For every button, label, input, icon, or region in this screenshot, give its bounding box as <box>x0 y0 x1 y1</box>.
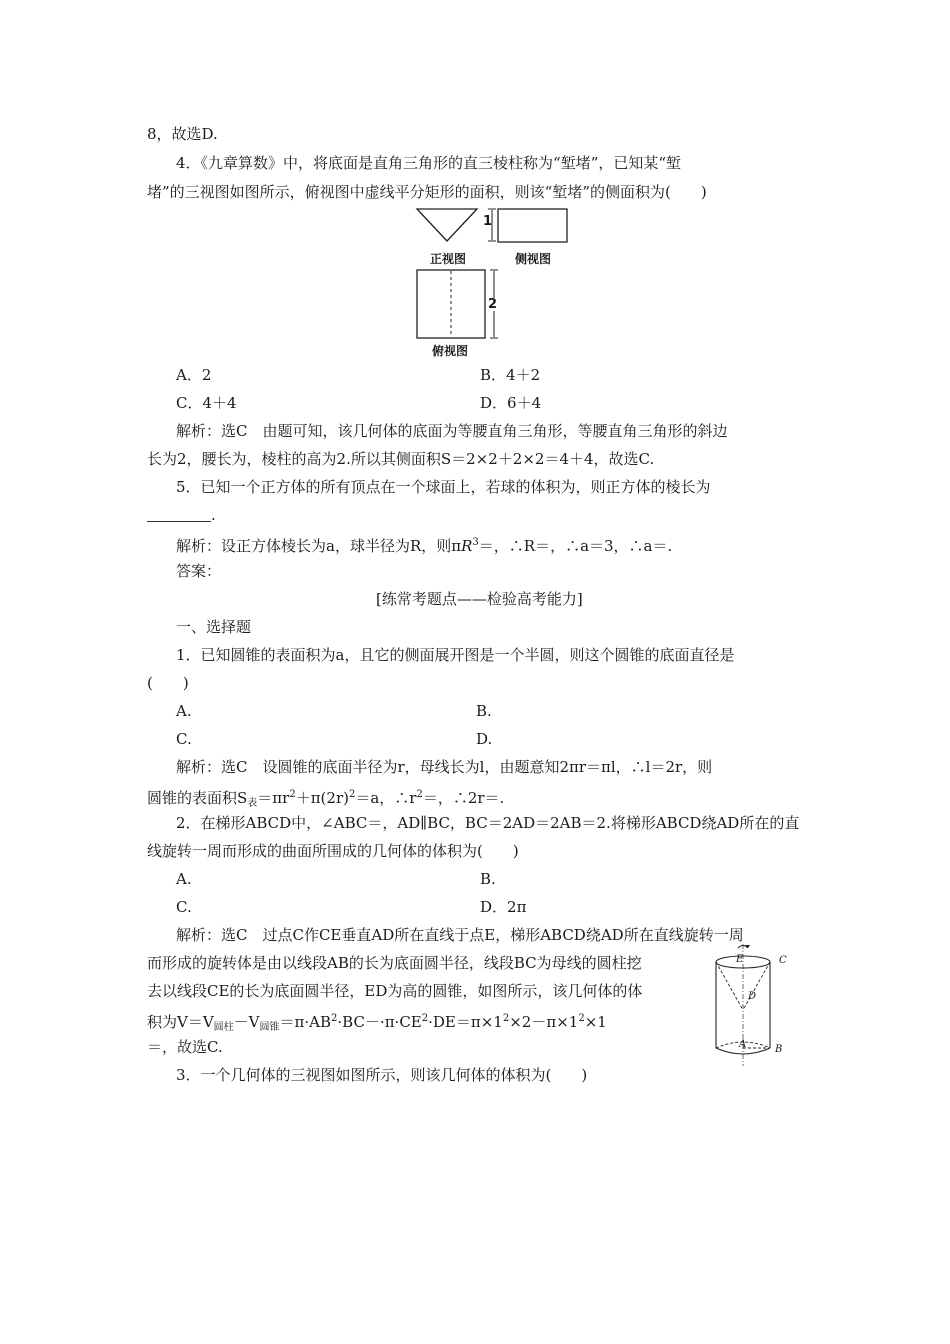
part-heading: 一、选择题 <box>176 618 252 636</box>
q4-option-b: B．4＋2 <box>480 366 541 384</box>
p2-solution-line2: 而形成的旋转体是由以线段AB的长为底面圆半径，线段BC为母线的圆柱挖 <box>147 954 642 972</box>
point-label-d: D <box>748 991 757 1002</box>
front-view-label: 正视图 <box>430 252 467 266</box>
p2-option-b: B. <box>480 870 496 888</box>
q4-solution-line2: 长为2，腰长为，棱柱的高为2.所以其侧面积S＝2×2＋2×2＝4＋4，故选C. <box>147 450 655 468</box>
three-view-figure <box>410 205 580 360</box>
p2-stem-line1: 2．在梯形ABCD中，∠ABC＝，AD∥BC，BC＝2AD＝2AB＝2.将梯形ABCD绕AD所在的直 <box>176 814 800 832</box>
answer-blank <box>147 507 211 522</box>
dim-label-1: 1 <box>483 214 493 229</box>
p2-solution-line1: 解析：选C 过点C作CE垂直AD所在直线于点E，梯形ABCD绕AD所在直线旋转一周 <box>176 926 744 944</box>
q4-stem-line2: 堵”的三视图如图所示，俯视图中虚线平分矩形的面积，则该“堑堵”的侧面积为( ) <box>147 183 707 201</box>
point-label-b: B <box>775 1044 783 1055</box>
p3-stem: 3．一个几何体的三视图如图所示，则该几何体的体积为( ) <box>176 1066 588 1084</box>
p1-solution-line1: 解析：选C 设圆锥的底面半径为r，母线长为l，由题意知2πr＝πl，∴l＝2r，则 <box>176 758 713 776</box>
cone-line-left <box>716 962 743 1010</box>
q4-solution-line1: 解析：选C 由题可知，该几何体的底面为等腰直角三角形，等腰直角三角形的斜边 <box>176 422 728 440</box>
q5-solution: 解析：设正方体棱长为a，球半径为R，则$\pi R^3=$，∴R＝，∴a＝3，∴a＝. <box>176 537 673 555</box>
q4-option-c: C．4＋4 <box>176 394 237 412</box>
q4-option-d: D．6＋4 <box>480 394 542 412</box>
line-prev-answer: 8，故选D. <box>147 125 218 143</box>
q4-option-a: A．2 <box>176 366 212 384</box>
p1-stem-line2: ( ) <box>147 674 189 692</box>
section-heading: [练常考题点——检验高考能力] <box>376 590 583 608</box>
cylinder-cone-figure <box>712 938 802 1073</box>
cone-line-right <box>743 962 770 1010</box>
p1-solution-line2: 圆锥的表面积$S_表=\pi r^2+\pi(2r)^2=a$，$\therefore r^2=$，∴2r＝. <box>147 789 505 809</box>
p2-option-c: C. <box>176 898 192 916</box>
p1-option-b: B. <box>476 702 492 720</box>
top-view-label: 俯视图 <box>432 344 469 358</box>
q4-stem-line1: 4．《九章算数》中，将底面是直角三角形的直三棱柱称为“堑堵”，已知某“堑 <box>176 154 682 172</box>
q5-stem-line1: 5．已知一个正方体的所有顶点在一个球面上，若球的体积为，则正方体的棱长为 <box>176 478 711 496</box>
point-label-a: A <box>739 1039 747 1050</box>
p2-solution-line3: 去以线段CE的长为底面圆半径，ED为高的圆锥，如图所示，该几何体的体 <box>147 982 643 1000</box>
q5-stem-line2: . <box>147 505 216 525</box>
p1-option-d: D. <box>476 730 493 748</box>
p2-option-d: D．2π <box>480 898 527 916</box>
p2-option-a: A. <box>176 870 192 888</box>
p1-stem-line1: 1．已知圆锥的表面积为a，且它的侧面展开图是一个半圆，则这个圆锥的底面直径是 <box>176 646 735 664</box>
side-view-rect <box>498 209 567 242</box>
point-label-e: E <box>736 954 744 965</box>
front-view-triangle <box>417 209 477 241</box>
p2-solution-line5: ＝，故选C. <box>147 1038 223 1056</box>
answer-label: 答案： <box>176 562 222 580</box>
p2-stem-line2: 线旋转一周而形成的曲面所围成的几何体的体积为( ) <box>147 842 519 860</box>
p2-solution-line4: 积为$V=V_{圆柱}-V_{圆锥}=\pi\cdot AB^2\cdot BC-\cdot\pi\cdot CE^2\cdot DE=\pi\times 1^2\times 2-\pi\times 1^2\times 1$ <box>147 1013 607 1033</box>
p1-option-c: C. <box>176 730 192 748</box>
point-label-c: C <box>779 955 787 966</box>
p1-option-a: A. <box>176 702 192 720</box>
side-view-label: 侧视图 <box>515 252 552 266</box>
dim-label-2: 2 <box>488 297 498 312</box>
